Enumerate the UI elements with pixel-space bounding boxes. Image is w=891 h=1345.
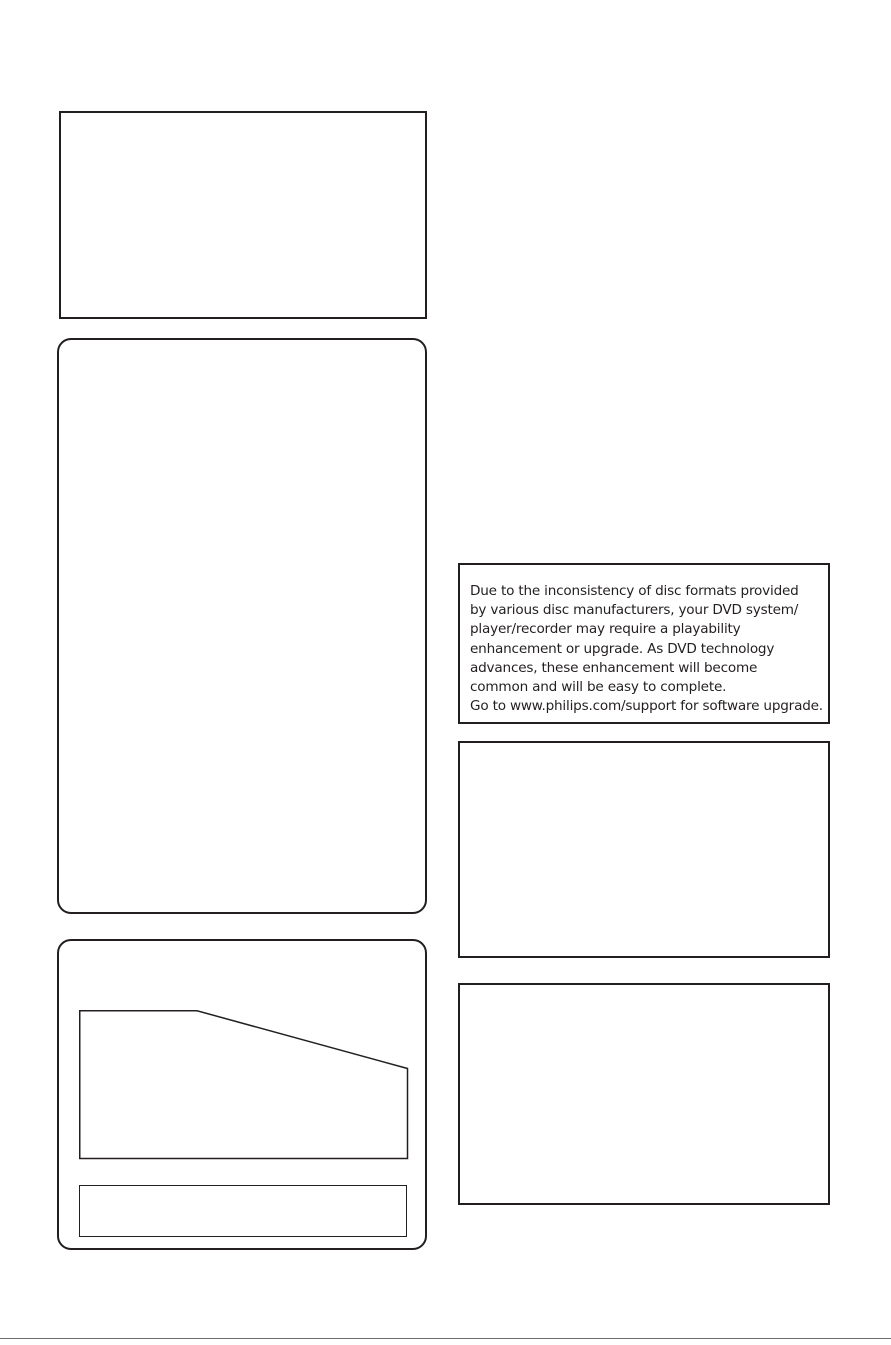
notice-line: by various disc manufacturers, your DVD system/ — [470, 602, 799, 619]
notice-line: player/recorder may require a playability — [470, 621, 741, 638]
notice-text — [470, 582, 828, 716]
disc-format-notice-box — [458, 563, 830, 724]
notice-line: common and will be easy to complete. — [470, 679, 727, 696]
empty-notice-box-top-left — [59, 111, 427, 319]
notice-line: Due to the inconsistency of disc formats provided — [470, 583, 799, 599]
notice-line: Go to www.philips.com/support for software upgrade. — [470, 698, 823, 715]
page-trim-line — [0, 1338, 891, 1339]
empty-notice-box-right-bottom — [458, 983, 830, 1205]
notice-line: advances, these enhancement will become — [470, 659, 758, 676]
notice-line: enhancement or upgrade. As DVD technology — [470, 640, 775, 657]
empty-notice-box-right-middle — [458, 741, 830, 958]
label-outline-shape — [79, 1010, 409, 1160]
label-panel-rounded — [57, 939, 427, 1250]
empty-rounded-panel-large — [57, 338, 427, 914]
label-footer-box — [79, 1185, 407, 1237]
